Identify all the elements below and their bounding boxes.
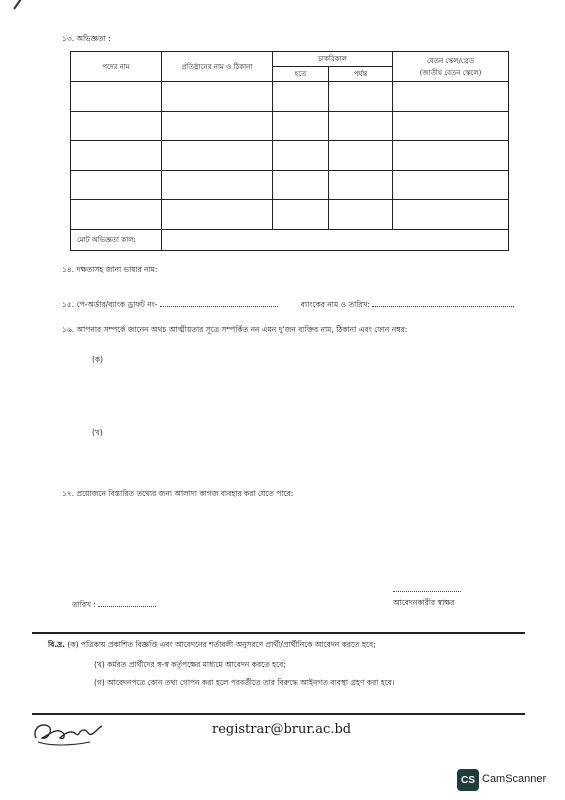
camscanner-watermark: CamScanner [482, 773, 547, 785]
bank-name-label: ব্যাংকের নাম ও তারিখ: [300, 300, 370, 309]
registrar-email: registrar@brur.ac.bd [212, 722, 352, 737]
divider [32, 713, 525, 715]
header-pay [393, 52, 509, 82]
divider [32, 632, 525, 634]
header-period: চাকরিকাল [273, 52, 393, 67]
header-from: হতে [273, 67, 329, 82]
camscanner-logo-icon: CS [457, 769, 479, 791]
header-post: পদের নাম [71, 52, 162, 82]
date-line [72, 600, 156, 612]
header-to: পর্যন্ত [329, 67, 393, 82]
date-label: তারিখ : [72, 600, 96, 609]
table-row [71, 200, 509, 229]
table-row [71, 111, 509, 140]
table-row [71, 141, 509, 170]
table-row [71, 82, 509, 111]
section-17-label: ১৭. প্রয়োজনে বিস্তারিত তথ্যের জন্য আলাদা কাগজ ব্যবহার করা যেতে পারে: [62, 489, 294, 498]
header-pay-line1: বেতন স্কেল/গ্রেড [426, 56, 475, 65]
section-13-label: ১৩. অভিজ্ঞতা : [62, 34, 111, 43]
handwritten-signature-image [30, 716, 105, 750]
reference-kha-label: (খ) [92, 428, 103, 437]
signature-field[interactable] [393, 585, 461, 592]
section-15-label: ১৫. পে-অর্ডার/ব্যাংক ড্রাফট নং- [62, 300, 158, 309]
pen-stroke-mark [13, 0, 38, 10]
section-16-label: ১৬. আপনার সম্পর্কে জানেন অথচ আত্মীয়তার সূত্রে সম্পর্কিত নন এমন দু'জন ব্যক্তির নাম, ঠিকানা এবং ফোন নম্বর: [62, 325, 408, 334]
note-kha: (খ) কর্মরত প্রার্থীদের স্ব-স্ব কর্তৃপক্ষের মাধ্যমে আবেদন করতে হবে; [94, 660, 286, 669]
note-ka-text: (ক) পত্রিকায় প্রকাশিত বিজ্ঞপ্তি এবং আবেদনের শর্তাবলী অনুসরণে প্রার্থী/প্রার্থীনিকে আবেদন করতে হবে; [67, 640, 376, 649]
total-experience-label: মোট অভিজ্ঞতা কাল: [71, 229, 162, 250]
total-experience-field[interactable] [162, 229, 509, 250]
section-14-label: ১৪. দক্ষতাসহ জানা ভাষার নাম: [62, 265, 158, 274]
date-field[interactable] [98, 600, 156, 607]
header-org: প্রতিষ্ঠানের নাম ও ঠিকানা [162, 52, 273, 82]
signature-label: আবেদনকারীর স্বাক্ষর [393, 598, 455, 607]
experience-table [70, 51, 509, 251]
bank-name-field[interactable] [372, 300, 514, 307]
note-ka [48, 640, 376, 652]
draft-number-field[interactable] [160, 300, 278, 307]
note-ga: (গ) আবেদনপত্রে কোন তথ্য গোপন করা হলে পরবর্তীতে তার বিরুদ্ধে আইনগত ব্যবস্থা গ্রহণ করা হবে। [94, 678, 395, 687]
table-row [71, 170, 509, 199]
section-15-line [62, 300, 514, 312]
reference-ka-label: (ক) [92, 355, 104, 364]
total-experience-row [71, 229, 509, 250]
header-pay-line2: (জাতীয় বেতন স্কেলে) [419, 68, 482, 77]
note-prefix: বি.দ্র. [48, 640, 66, 649]
